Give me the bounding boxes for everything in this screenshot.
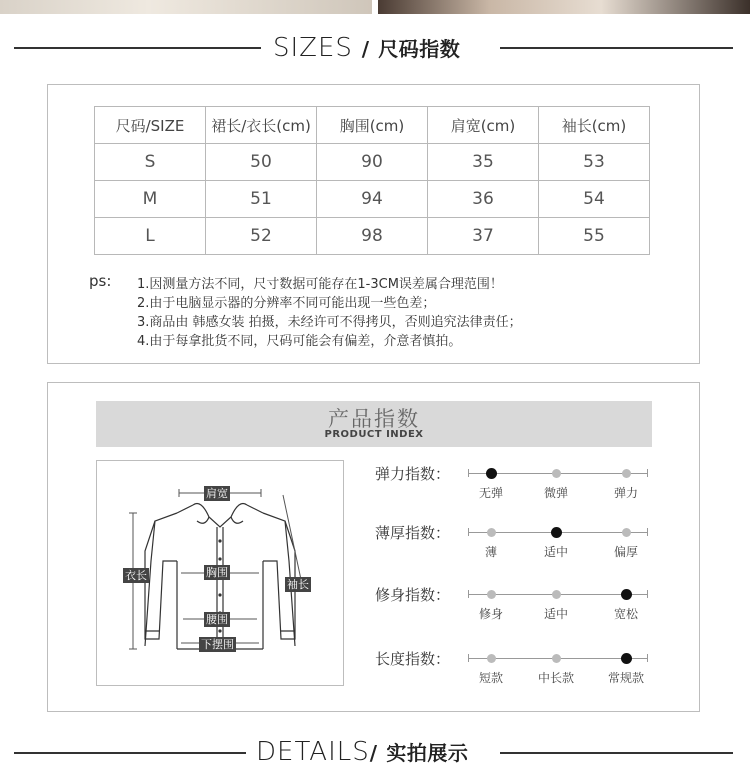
sizes-heading-en: SIZES xyxy=(273,33,353,63)
note-item: 1.因测量方法不同，尺寸数据可能存在1-3CM误差属合理范围！ xyxy=(137,277,503,292)
table-cell: 90 xyxy=(317,144,428,181)
header-length: 裙长/衣长(cm) xyxy=(206,107,317,144)
index-dot-selected xyxy=(486,468,497,479)
index-dot xyxy=(487,528,496,537)
hem-label: 下摆围 xyxy=(201,638,234,651)
table-cell: 98 xyxy=(317,218,428,255)
table-cell: 55 xyxy=(539,218,650,255)
header-shoulder: 肩宽(cm) xyxy=(428,107,539,144)
table-cell: 94 xyxy=(317,181,428,218)
table-cell: 52 xyxy=(206,218,317,255)
index-label: 修身指数： xyxy=(375,586,451,604)
index-dot xyxy=(552,469,561,478)
index-dot xyxy=(622,528,631,537)
index-track-end xyxy=(468,469,469,477)
index-option-label: 适中 xyxy=(543,607,568,621)
divider-left xyxy=(14,47,261,49)
index-option-label: 微弹 xyxy=(543,486,568,500)
table-cell: 51 xyxy=(206,181,317,218)
index-dot xyxy=(487,590,496,599)
product-index-banner xyxy=(96,401,652,447)
details-heading xyxy=(256,737,468,767)
index-dot xyxy=(622,469,631,478)
header-sleeve: 袖长(cm) xyxy=(539,107,650,144)
index-dot-selected xyxy=(551,527,562,538)
index-track-end xyxy=(468,590,469,598)
table-row xyxy=(95,218,650,255)
table-cell: 50 xyxy=(206,144,317,181)
notes-prefix: ps: xyxy=(89,272,112,290)
table-cell: 53 xyxy=(539,144,650,181)
product-index-title-cn: 产品指数 xyxy=(328,407,420,431)
index-dot xyxy=(552,654,561,663)
table-row xyxy=(95,144,650,181)
index-option-label: 宽松 xyxy=(613,607,638,621)
index-option-label: 弹力 xyxy=(613,486,638,500)
sizes-heading-slash: / xyxy=(361,37,370,61)
details-heading-cn: 实拍展示 xyxy=(386,741,469,765)
index-option-label: 中长款 xyxy=(537,671,574,685)
garment-diagram xyxy=(96,460,344,686)
divider-right-bottom xyxy=(500,752,733,754)
top-photo-left xyxy=(0,0,372,14)
chest-label: 胸围 xyxy=(206,566,228,579)
sizes-heading-cn: 尺码指数 xyxy=(378,37,461,61)
header-chest: 胸围(cm) xyxy=(317,107,428,144)
index-option-label: 无弹 xyxy=(478,486,503,500)
top-photo-right xyxy=(378,0,750,14)
index-track-end xyxy=(647,469,648,477)
details-heading-slash: / xyxy=(369,741,378,765)
note-item: 4.由于每拿批货不同，尺码可能会有偏差，介意者慎拍。 xyxy=(137,334,462,349)
product-index-title-en: PRODUCT INDEX xyxy=(324,429,424,440)
table-cell: L xyxy=(95,218,206,255)
index-dot-selected xyxy=(621,589,632,600)
index-track-end xyxy=(647,590,648,598)
index-dot-selected xyxy=(621,653,632,664)
index-track-end xyxy=(647,528,648,536)
table-cell: M xyxy=(95,181,206,218)
index-track-end xyxy=(647,654,648,662)
index-label: 薄厚指数： xyxy=(375,524,451,542)
index-option-label: 短款 xyxy=(478,671,503,685)
header-size: 尺码/SIZE xyxy=(95,107,206,144)
index-option-label: 常规款 xyxy=(607,671,644,685)
index-label: 长度指数： xyxy=(375,650,451,668)
divider-left-bottom xyxy=(14,752,246,754)
index-dot xyxy=(552,590,561,599)
shoulder-label: 肩宽 xyxy=(206,487,228,500)
index-label: 弹力指数： xyxy=(375,465,451,483)
index-track-end xyxy=(468,654,469,662)
waist-label: 腰围 xyxy=(206,613,228,626)
length-label: 衣长 xyxy=(125,569,147,582)
table-header-row xyxy=(95,107,650,144)
table-cell: 54 xyxy=(539,181,650,218)
index-option-label: 修身 xyxy=(478,607,503,621)
table-row xyxy=(95,181,650,218)
note-item: 3.商品由 韩感女装 拍摄，未经许可不得拷贝，否则追究法律责任； xyxy=(137,315,522,330)
table-cell: 35 xyxy=(428,144,539,181)
sizes-heading xyxy=(273,33,460,63)
size-table xyxy=(94,106,650,255)
sleeve-label: 袖长 xyxy=(287,578,309,591)
divider-right xyxy=(500,47,733,49)
index-option-label: 偏厚 xyxy=(613,545,638,559)
table-cell: 36 xyxy=(428,181,539,218)
table-cell: 37 xyxy=(428,218,539,255)
index-option-label: 薄 xyxy=(484,545,497,559)
index-dot xyxy=(487,654,496,663)
table-cell: S xyxy=(95,144,206,181)
index-track-end xyxy=(468,528,469,536)
note-item: 2.由于电脑显示器的分辨率不同可能出现一些色差； xyxy=(137,296,436,311)
index-option-label: 适中 xyxy=(543,545,568,559)
details-heading-en: DETAILS xyxy=(256,737,370,767)
